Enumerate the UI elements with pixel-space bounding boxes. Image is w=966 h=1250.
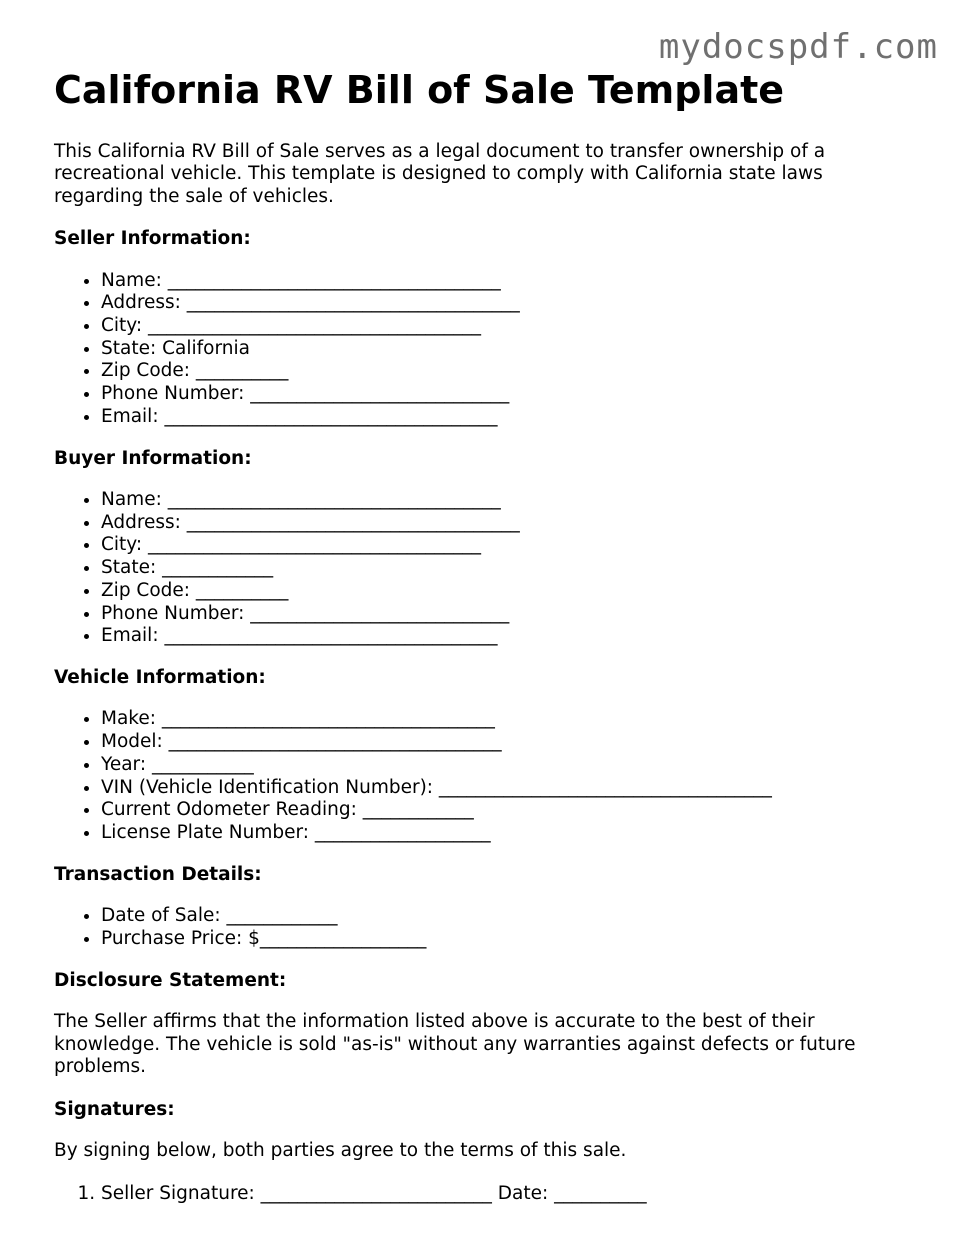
vehicle-odometer-field[interactable]: • Current Odometer Reading: ____________ — [101, 799, 914, 822]
vehicle-year-field[interactable]: • Year: ___________ — [101, 754, 914, 777]
watermark: mydocspdf.com — [658, 27, 938, 67]
vehicle-list — [54, 708, 914, 844]
seller-heading: Seller Information: — [54, 228, 251, 250]
buyer-city-field[interactable]: • City: ____________________________________ — [101, 534, 914, 557]
vehicle-model-field[interactable]: • Model: ____________________________________ — [101, 731, 914, 754]
seller-city-field[interactable]: • City: ____________________________________ — [101, 315, 914, 338]
disclosure-heading: Disclosure Statement: — [54, 969, 287, 991]
buyer-zip-field[interactable]: • Zip Code: __________ — [101, 580, 914, 603]
seller-list — [54, 270, 914, 429]
buyer-name-field[interactable]: • Name: ____________________________________ — [101, 489, 914, 512]
signatures-list — [54, 1183, 914, 1206]
signatures-paragraph: By signing below, both parties agree to the terms of this sale. — [54, 1140, 627, 1162]
document-page — [54, 68, 914, 1224]
seller-email-field[interactable]: • Email: ____________________________________ — [101, 406, 914, 429]
buyer-phone-field[interactable]: • Phone Number: ____________________________ — [101, 603, 914, 626]
sale-date-field[interactable]: • Date of Sale: ____________ — [101, 905, 914, 928]
seller-zip-field[interactable]: • Zip Code: __________ — [101, 360, 914, 383]
seller-signature-field[interactable]: 1. Seller Signature: _________________________ Date: __________ — [101, 1183, 914, 1206]
seller-address-field[interactable]: • Address: ____________________________________ — [101, 292, 914, 315]
buyer-address-field[interactable]: • Address: ____________________________________ — [101, 512, 914, 535]
disclosure-paragraph: The Seller affirms that the information listed above is accurate to the best of their knowledge. The vehicle is sold "as-is" without any warranties against defects or future problems. — [54, 1011, 856, 1078]
transaction-heading: Transaction Details: — [54, 863, 262, 885]
buyer-heading: Buyer Information: — [54, 447, 252, 469]
intro-paragraph: This California RV Bill of Sale serves as a legal document to transfer ownership of a recreational vehicle. This template is designed to comply with California state laws regarding the sale of vehicles. — [54, 140, 826, 207]
vehicle-vin-field[interactable]: • VIN (Vehicle Identification Number): ____________________________________ — [101, 777, 914, 800]
page-title: California RV Bill of Sale Template — [54, 68, 785, 112]
seller-name-field[interactable]: • Name: ____________________________________ — [101, 270, 914, 293]
purchase-price-field[interactable]: • Purchase Price: $__________________ — [101, 928, 914, 951]
signatures-heading: Signatures: — [54, 1098, 175, 1120]
buyer-list — [54, 489, 914, 648]
buyer-state-field[interactable]: • State: ____________ — [101, 557, 914, 580]
transaction-list — [54, 905, 914, 950]
seller-phone-field[interactable]: • Phone Number: ____________________________ — [101, 383, 914, 406]
vehicle-heading: Vehicle Information: — [54, 666, 266, 688]
seller-state-field: • State: California — [101, 338, 914, 361]
buyer-email-field[interactable]: • Email: ____________________________________ — [101, 625, 914, 648]
vehicle-plate-field[interactable]: • License Plate Number: ___________________ — [101, 822, 914, 845]
vehicle-make-field[interactable]: • Make: ____________________________________ — [101, 708, 914, 731]
